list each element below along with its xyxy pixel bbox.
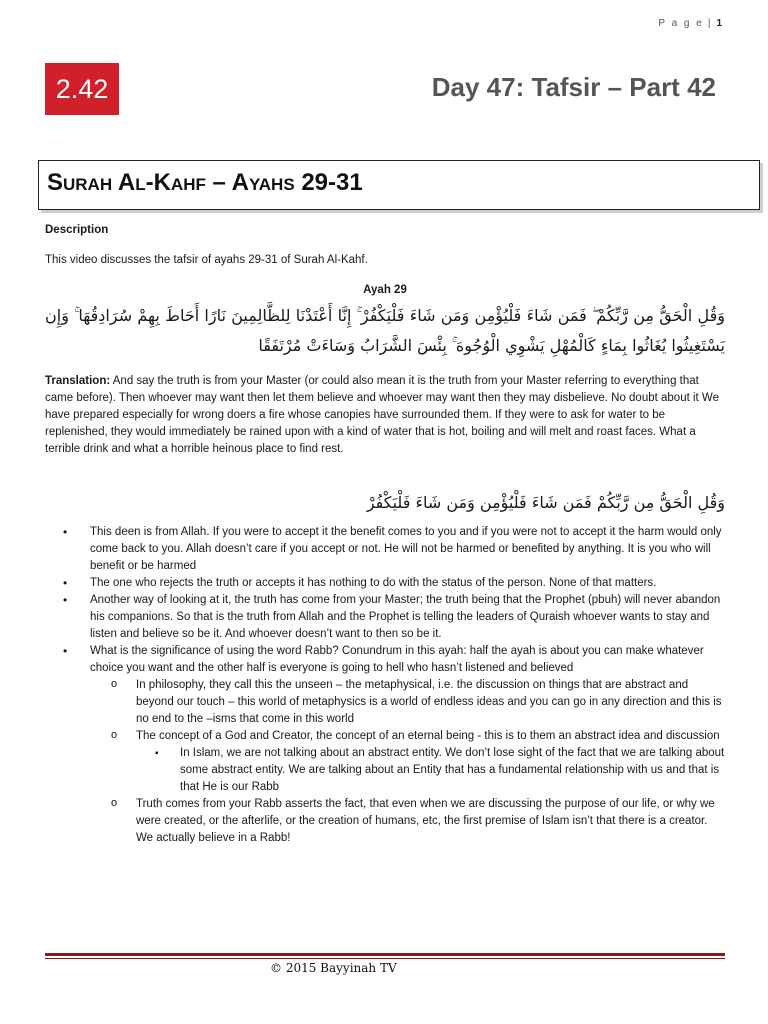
ayah-label: Ayah 29 — [363, 284, 407, 296]
list-item: • This deen is from Allah. If you were to accept it the benefit comes to you and if you were not to accept it the harm would only come back to you. Allah doesn’t care if you accept or not. He will not be harmed or benefited by anything. It is you who will benefit or be harmed — [45, 524, 725, 575]
page-separator: | — [707, 18, 713, 29]
list-item-text: What is the significance of using the word Rabb? Conundrum in this ayah: half the ayah is about you can make whatever choice you want and the other half is everyone is going to hell who hasn’t listened and believed — [90, 645, 704, 674]
sub-list-item: o In philosophy, they call this the unseen – the metaphysical, i.e. the discussion on things that are abstract and beyond our touch – this world of metaphysics is a world of endless ideas and you can go in any direction and this is no end to the –isms that come in this world — [45, 677, 725, 728]
translation-label: Translation: — [45, 375, 111, 387]
page-label: P a g e — [658, 18, 704, 29]
list-item: • Another way of looking at it, the truth has come from your Master; the truth being that the Prophet (pbuh) will never abandon his companions. So that is the truth from Allah and the Prophet is telling the leaders of Quraish whoever wants to stay and listen and believe so be it. And whoever doesn’t want to then so be it. — [45, 592, 725, 643]
arabic-ayah: وَقُلِ الْحَقُّ مِن رَّبِّكُمْ ۖ فَمَن شَاءَ فَلْيُؤْمِن وَمَن شَاءَ فَلْيَكْفُرْ ۚ إِنَّا أَعْتَدْنَا لِلظَّالِمِينَ نَارًا أَحَاطَ بِهِمْ سُرَادِقُهَا ۚ وَإِن يَسْتَغِيثُوا يُغَاثُوا بِمَاءٍ كَالْمُهْلِ يَشْوِي الْوُجُوهَ ۚ بِئْسَ الشَّرَابُ وَسَاءَتْ مُرْتَفَقًا — [45, 306, 725, 355]
sub-sub-bullet-list — [136, 745, 725, 796]
part-badge: 2.42 — [45, 63, 119, 115]
page-header — [658, 18, 722, 29]
sub-list-item-text: The concept of a God and Creator, the concept of an eternal being - this is to them an abstract idea and discussion — [136, 730, 720, 742]
main-content — [45, 222, 725, 847]
translation — [45, 373, 725, 458]
footer-rule-thick — [45, 953, 725, 956]
list-item: • The one who rejects the truth or accepts it has nothing to do with the status of the person. None of that matters. — [45, 575, 725, 592]
sub-list-item: o Truth comes from your Rabb asserts the fact, that even when we are discussing the purpose of our life, or why we were created, or the afterlife, or the creation of humans, etc, the first premise of Islam isn’t that there is a creator. We actually believe in a Rabb! — [45, 796, 725, 847]
sub-sub-list-item: ▪ In Islam, we are not talking about an abstract entity. We don’t lose sight of the fact that we are talking about some abstract entity. We are talking about an Entity that has a fundamental relationship with us and that is that He is our Rabb — [45, 745, 725, 796]
sub-list-item — [45, 728, 725, 796]
surah-title: Surah Al-Kahf – Ayahs 29-31 — [47, 169, 363, 196]
footer-copyright: © 2015 Bayyinah TV — [270, 961, 397, 975]
surah-title-box — [38, 160, 760, 210]
footer-rule-thin — [45, 958, 725, 959]
translation-text: And say the truth is from your Master (or could also mean it is the truth from your Master referring to everything that came before). Then whoever may want then let them believe and whoever may want then they may disbelieve. No doubt about it We have prepared especially for wrong doers a fire whose canopies have surrounded them. If they were to ask for water to be replenished, they would immediately be rained upon with a kind of water that is hot, boiling and will melt and roast faces. What a terrible drink and what a horrible heinous place to find rest. — [45, 375, 719, 455]
day-title: Day 47: Tafsir – Part 42 — [431, 72, 716, 102]
arabic-quote: وَقُلِ الْحَقُّ مِن رَّبِّكُمْ فَمَن شَاءَ فَلْيُؤْمِن وَمَن شَاءَ فَلْيَكْفُرْ — [366, 493, 725, 512]
page-number: 1 — [716, 18, 722, 29]
bullet-list — [45, 524, 725, 847]
arabic-ayah-block — [45, 301, 725, 361]
description-text: This video discusses the tafsir of ayahs 29-31 of Surah Al-Kahf. — [45, 254, 368, 266]
list-item — [45, 643, 725, 847]
sub-bullet-list — [90, 677, 725, 847]
description-heading: Description — [45, 224, 109, 236]
